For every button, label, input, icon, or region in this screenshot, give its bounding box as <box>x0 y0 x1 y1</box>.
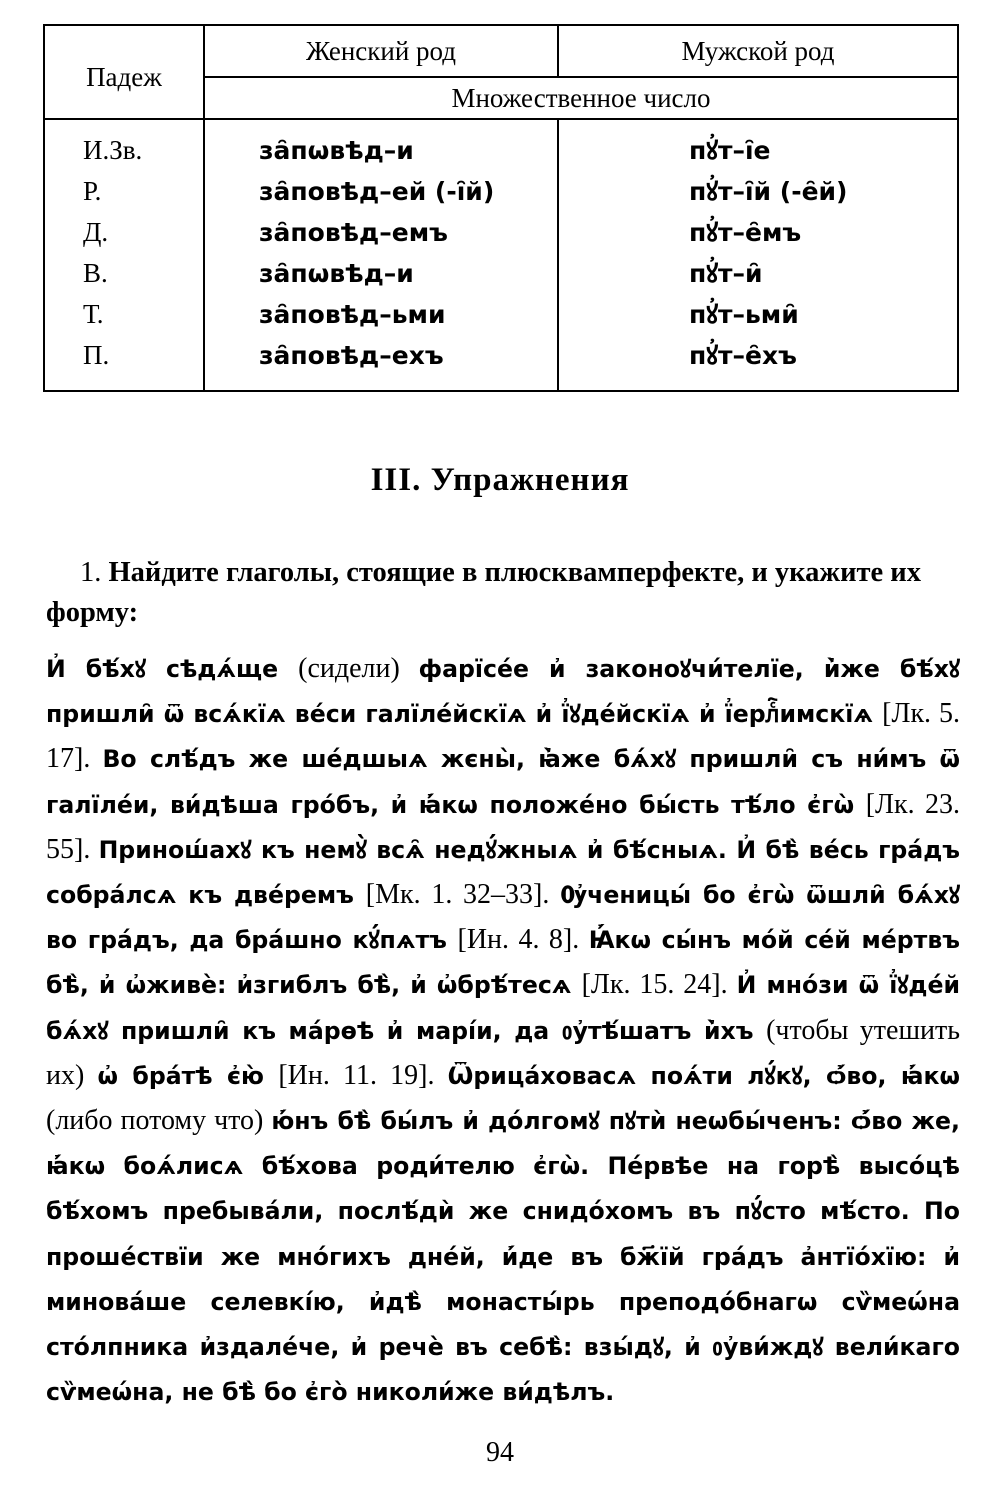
task-text: Найдите глаголы, стоящие в плюсквамперфекте, и укажите их форму: <box>46 557 921 628</box>
church-slavonic-text: Во слѣ́дъ же ше́дшыѧ жєны̀, ꙗ҆̀же бѧ́хꙋ пришли̑ съ ни́мъ ѿ галїле́и, ви́дѣша гро́бъ, и҆ ꙗ҆́кѡ положе́но бы́сть тѣ́ло є҆гѡ̀ <box>46 745 961 819</box>
church-slavonic-text: фарїсе́е и҆ законоꙋчи́телїе, и҆̀же бѣ́хꙋ пришли̑ ѿ всѧ́кїѧ ве́си галїле́йскїѧ и҆ ї҆ꙋде́йскїѧ и҆ ї҆ерлⷭ҇имскїѧ <box>46 655 960 729</box>
feminine-ending: за̑пѡвѣд–и <box>259 259 414 288</box>
russian-text: (сидели) <box>298 653 419 684</box>
masculine-ending: пꙋ҆т–ı̑й (-е̑й) <box>689 177 848 206</box>
russian-text: [Лк. 15. 24]. <box>581 969 737 1001</box>
masculine-ending: пꙋ҆т–ı̑е <box>689 136 771 165</box>
table-body-row <box>44 119 958 391</box>
church-slavonic-text: И҆ бѣ́хꙋ сѣдѧ́ще <box>46 655 299 683</box>
russian-text: [Лк. 5. 17]. <box>46 698 960 775</box>
feminine-ending: за̑повѣд–ехъ <box>259 341 444 370</box>
case-label: И.Зв. <box>83 135 143 165</box>
masculine-column <box>558 119 958 391</box>
declension-table <box>43 24 959 392</box>
russian-text: (чтобы утешить их) <box>46 1014 960 1091</box>
church-slavonic-text: Ꙗ҆́кѡ сы́нъ мо́й се́й ме́ртвъ бѣ̀, и҆ ѡ҆живѐ: и҆згиблъ бѣ̀, и҆ ѡ҆брѣ́тесѧ <box>46 926 960 1000</box>
table-header-row <box>44 25 958 77</box>
case-header: Падеж <box>44 25 204 119</box>
feminine-column <box>204 119 558 391</box>
masculine-ending: пꙋ҆т–и̑ <box>689 259 763 288</box>
russian-text: (либо потому что) <box>46 1105 272 1137</box>
masculine-ending: пꙋ҆т–ьми̑ <box>689 300 799 329</box>
masculine-ending: пꙋ҆т–е̑мъ <box>689 218 802 247</box>
feminine-list <box>205 130 557 376</box>
case-label: Д. <box>83 217 109 247</box>
feminine-ending: за̑повѣд–ей (-ı̑й) <box>259 177 495 206</box>
feminine-ending: за̑повѣд–емъ <box>259 218 448 247</box>
exercise-task <box>46 553 960 633</box>
feminine-ending: за̑пѡвѣд–и <box>259 136 414 165</box>
russian-text: [Мк. 1. 32–33]. <box>365 879 561 911</box>
church-slavonic-text: ю҆́нъ бѣ̀ бы́лъ и҆ до́лгомꙋ пꙋтѝ неѡбы́ченъ: ѻ҆́во же, ꙗ҆́кѡ боѧ́лисѧ бѣ́хова роди́телю є҆гѡ̀. Пе́рвѣе на горѣ̀ высо́цѣ бѣ́хомъ пребыва́ли, послѣ́дѝ же снидо́хомъ въ пꙋ́сто мѣ́сто. По проше́ствїи же мно́гихъ дне́й, и҆́де въ бж҃їй гра́дъ а҆нтїо́хїю: и҆ минова́ше селевкі́ю, и҆дѣ̀ монасты́рь преподо́бнагѡ сѷмеѡ́на сто́лпника и҆здале́че, и҆ речѐ въ себѣ̀: взы́дꙋ, и҆ ᲂу҆ви́ждꙋ вели́каго сѷмеѡ́на, не бѣ̀ бо є҆го̀ николи́же ви́дѣлъ. <box>46 1107 960 1407</box>
task-number: 1. <box>80 557 102 588</box>
page-number: 94 <box>486 1437 514 1468</box>
case-list <box>45 130 203 376</box>
russian-text: [Лк. 23. 55]. <box>46 788 960 865</box>
church-slavonic-text: Ѹ҆ченицы́ бо є҆гѡ̀ ѿшли̑ бѧ́хꙋ во гра́дъ, да бра́шно кꙋ́пѧтъ <box>46 881 960 955</box>
russian-text: [Ин. 11. 19]. <box>278 1059 448 1091</box>
masculine-header: Мужской род <box>558 25 958 77</box>
masculine-ending: пꙋ҆т–е̑хъ <box>689 341 797 370</box>
case-label: В. <box>83 258 108 288</box>
case-label: П. <box>83 340 110 370</box>
case-column <box>44 119 204 391</box>
church-slavonic-text: И҆ мно́зи ѿ ї҆ꙋде́й бѧ́хꙋ пришли̑ къ ма́рѳѣ и҆ марі́и, да ᲂу҆тѣ́шатъ и҆̀хъ <box>46 971 960 1045</box>
number-header: Множественное число <box>204 77 958 119</box>
russian-text: [Ин. 4. 8]. <box>457 924 589 956</box>
section-title: III. Упражнения <box>370 462 630 498</box>
case-label: Р. <box>83 176 102 206</box>
church-slavonic-text: Принош́ахꙋ къ немꙋ̀ всѧ̑ недꙋ́жныѧ и҆ бѣ́сныѧ. И҆ бѣ̀ ве́сь гра́дъ собра́лсѧ къ две́ремъ <box>46 835 960 910</box>
masculine-list <box>559 130 957 376</box>
feminine-header: Женский род <box>204 25 558 77</box>
church-slavonic-text: ѡ҆ бра́тѣ є҆ю̀ <box>97 1061 279 1090</box>
exercise-passage <box>46 647 960 1415</box>
feminine-ending: за̑повѣд–ьми <box>259 300 446 329</box>
church-slavonic-text: Ѿрица́ховасѧ поѧ́ти лꙋ́кꙋ, ѻ҆́во, ꙗ҆́кѡ <box>447 1061 960 1090</box>
case-label: Т. <box>83 299 104 329</box>
